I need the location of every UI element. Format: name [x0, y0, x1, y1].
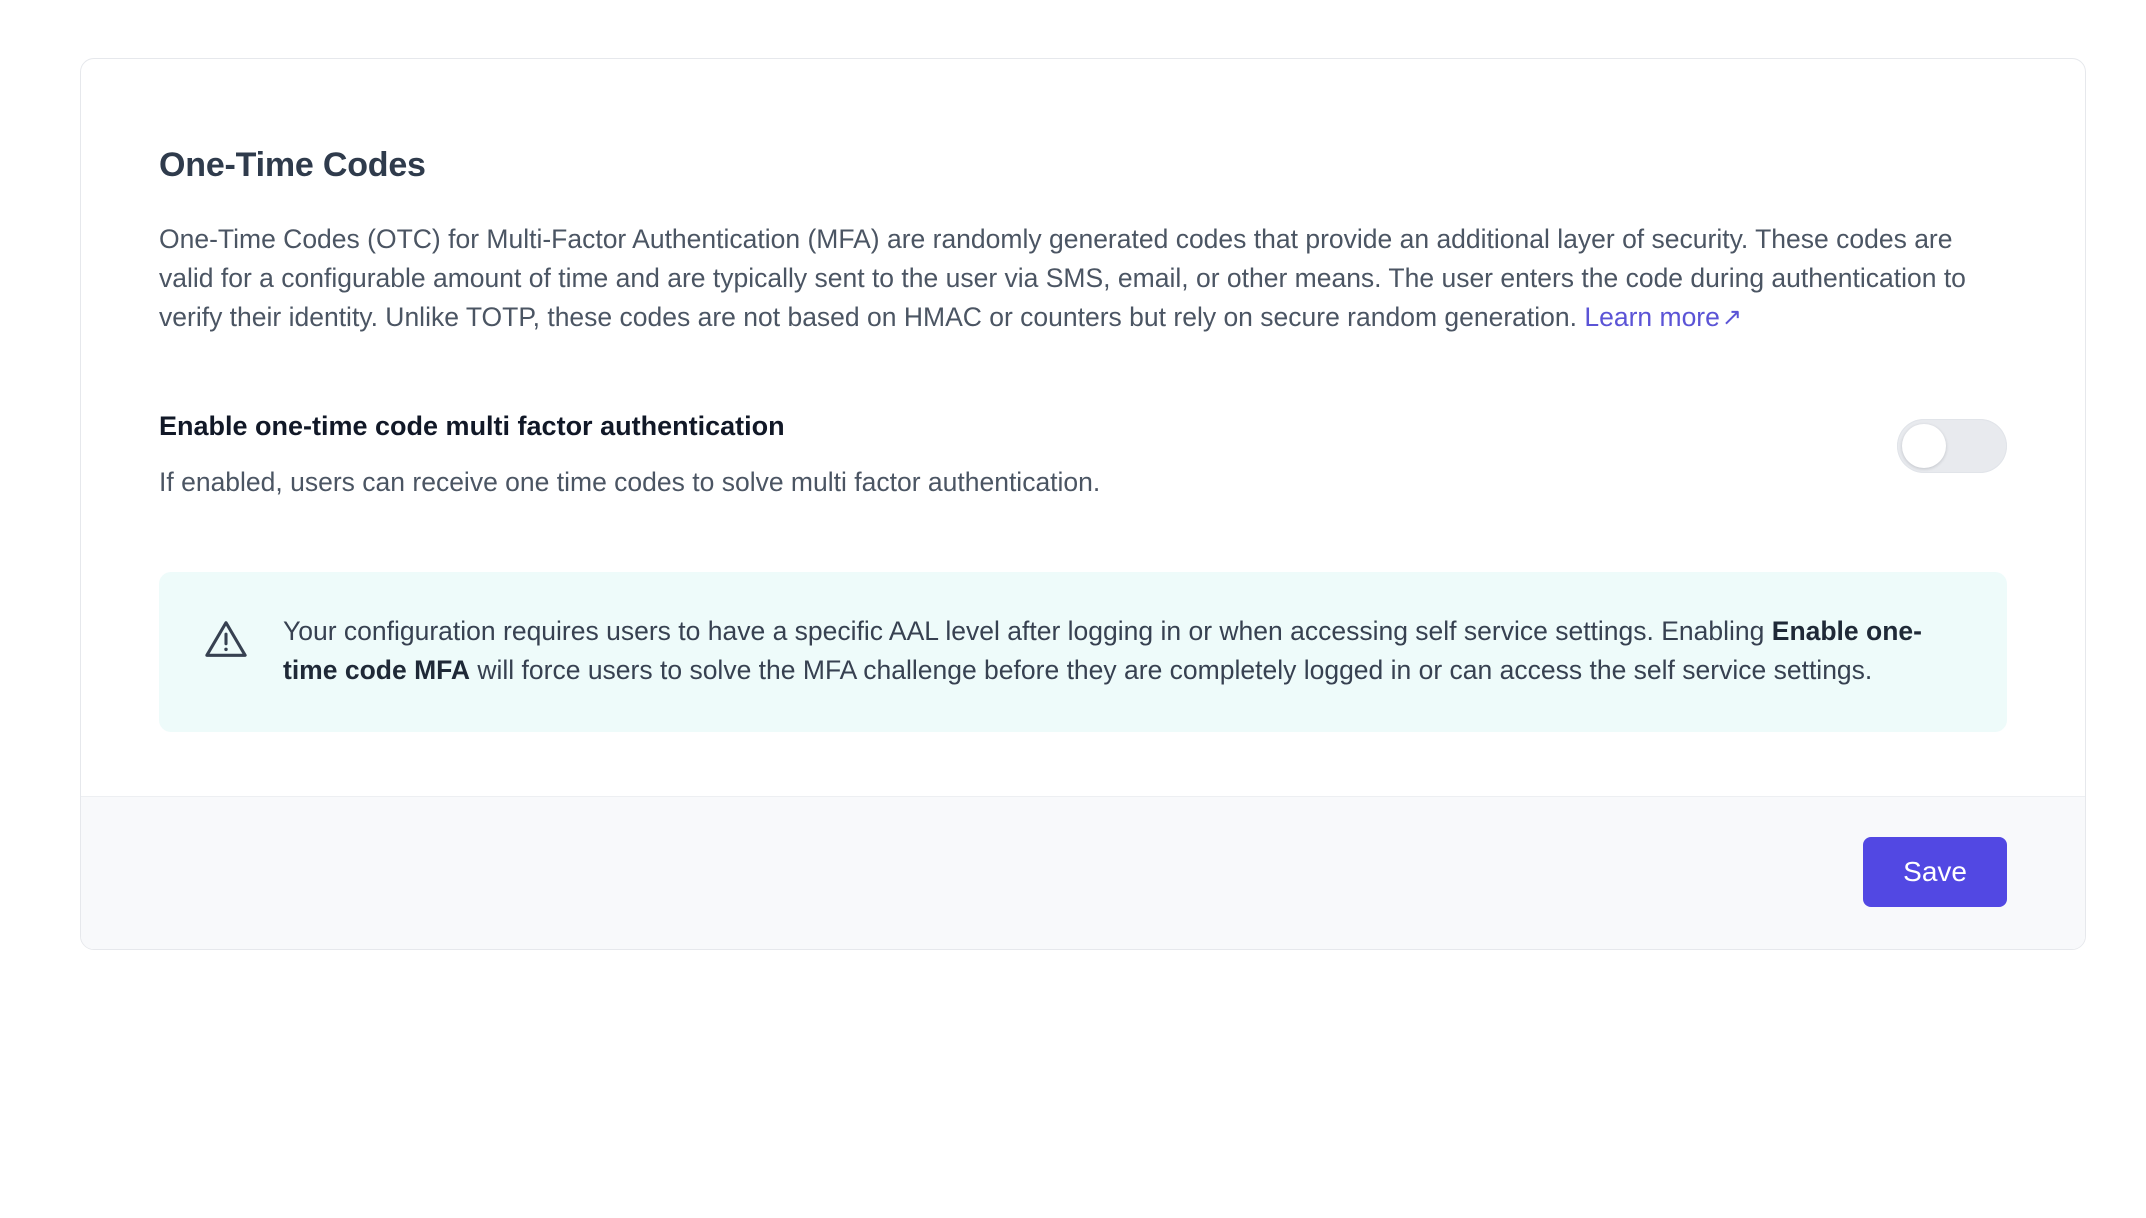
page-title: One-Time Codes: [159, 146, 426, 184]
warning-triangle-icon: [203, 616, 249, 662]
enable-otc-setting-row: [159, 409, 2007, 500]
save-button[interactable]: Save: [1863, 837, 2007, 907]
aal-warning-alert: [159, 572, 2007, 731]
card-footer: [81, 796, 2085, 949]
learn-more-label: Learn more: [1584, 302, 1720, 333]
card-description-text: One-Time Codes (OTC) for Multi-Factor Authentication (MFA) are randomly generated codes that provide an additional layer of security. These codes are valid for a configurable amount of time and are typically sent to the user via SMS, email, or other means. The user enters the code during authentication to verify their identity. Unlike TOTP, these codes are not based on HMAC or counters but rely on secure random generation.: [159, 223, 1966, 333]
card-body: [81, 59, 2085, 796]
one-time-codes-card: [80, 58, 2086, 950]
enable-otc-sublabel: If enabled, users can receive one time codes to solve multi factor authentication.: [159, 466, 1101, 497]
enable-otc-label: Enable one-time code multi factor authentication: [159, 411, 785, 442]
toggle-knob: [1902, 424, 1946, 468]
alert-text-after: will force users to solve the MFA challenge before they are completely logged in or can access the self service settings.: [470, 655, 1873, 685]
learn-more-link[interactable]: [1584, 302, 1742, 332]
alert-text: [283, 612, 1963, 689]
enable-otc-setting-text: [159, 409, 1759, 500]
alert-text-before: Your configuration requires users to have a specific AAL level after logging in or when accessing self service settings. Enabling: [283, 616, 1772, 647]
enable-otc-toggle[interactable]: [1897, 419, 2007, 473]
external-link-arrow-icon: ↗: [1721, 304, 1742, 332]
alert-text-bold: Enable one-time code MFA: [283, 616, 1922, 685]
card-description: [159, 220, 1989, 338]
